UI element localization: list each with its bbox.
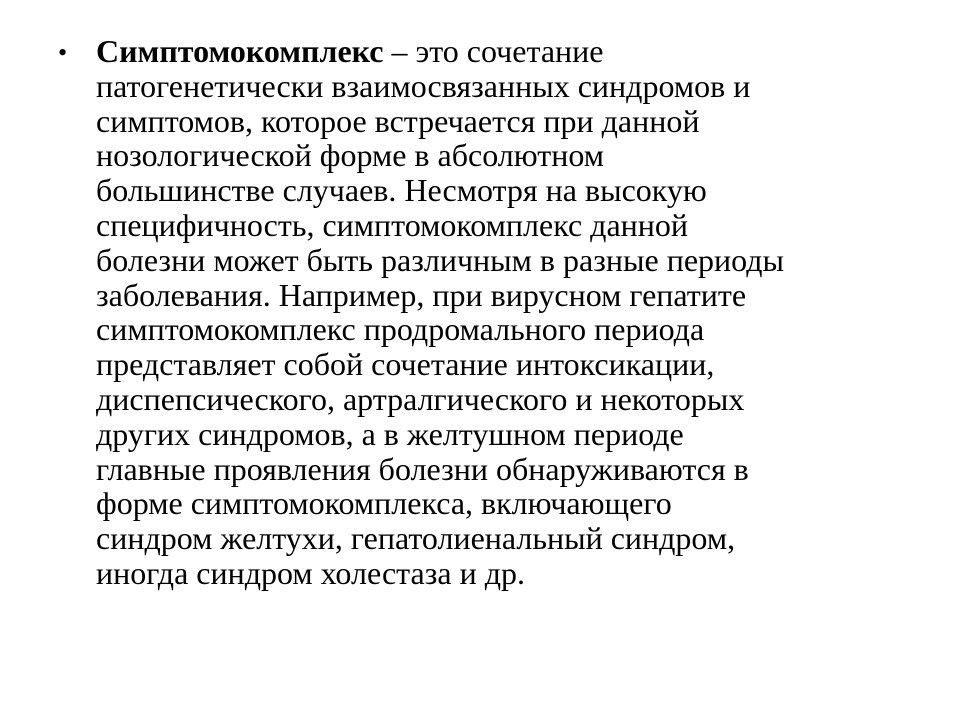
- text-line-12: других синдромов, а в желтушном периоде: [96, 415, 684, 452]
- text-line-14: форме симптомокомплекса, включающего: [96, 485, 672, 522]
- text-line-11: диспепсического, артралгического и некоторых: [96, 380, 745, 417]
- text-line-9: симптомокомплекс продромального периода: [96, 311, 705, 348]
- text-line-15: синдром желтухи, гепатолиенальный синдром,: [96, 520, 736, 557]
- bullet-dot-icon: •: [58, 38, 68, 67]
- text-line-16: иногда синдром холестаза и др.: [96, 554, 525, 591]
- text-line-13: главные проявления болезни обнаруживаются в: [96, 450, 749, 487]
- line-1-rest: – это сочетание: [383, 33, 604, 69]
- text-line-4: нозологической форме в абсолютном: [96, 137, 604, 174]
- text-line-8: заболевания. Например, при вирусном гепатите: [96, 276, 747, 313]
- text-line-3: симптомов, которое встречается при данной: [96, 102, 700, 139]
- text-line-1: [96, 34, 916, 69]
- text-line-7: болезни может быть различным в разные периоды: [96, 241, 784, 278]
- term-bold: Симптомокомплекс: [96, 33, 384, 69]
- text-line-5: большинстве случаев. Несмотря на высокую: [96, 172, 707, 209]
- text-line-10: представляет собой сочетание интоксикации,: [96, 346, 715, 383]
- text-line-6: специфичность, симптомокомплекс данной: [96, 206, 689, 243]
- text-line-2: патогенетически взаимосвязанных синдромов и: [96, 67, 751, 104]
- bullet-text: [96, 34, 916, 591]
